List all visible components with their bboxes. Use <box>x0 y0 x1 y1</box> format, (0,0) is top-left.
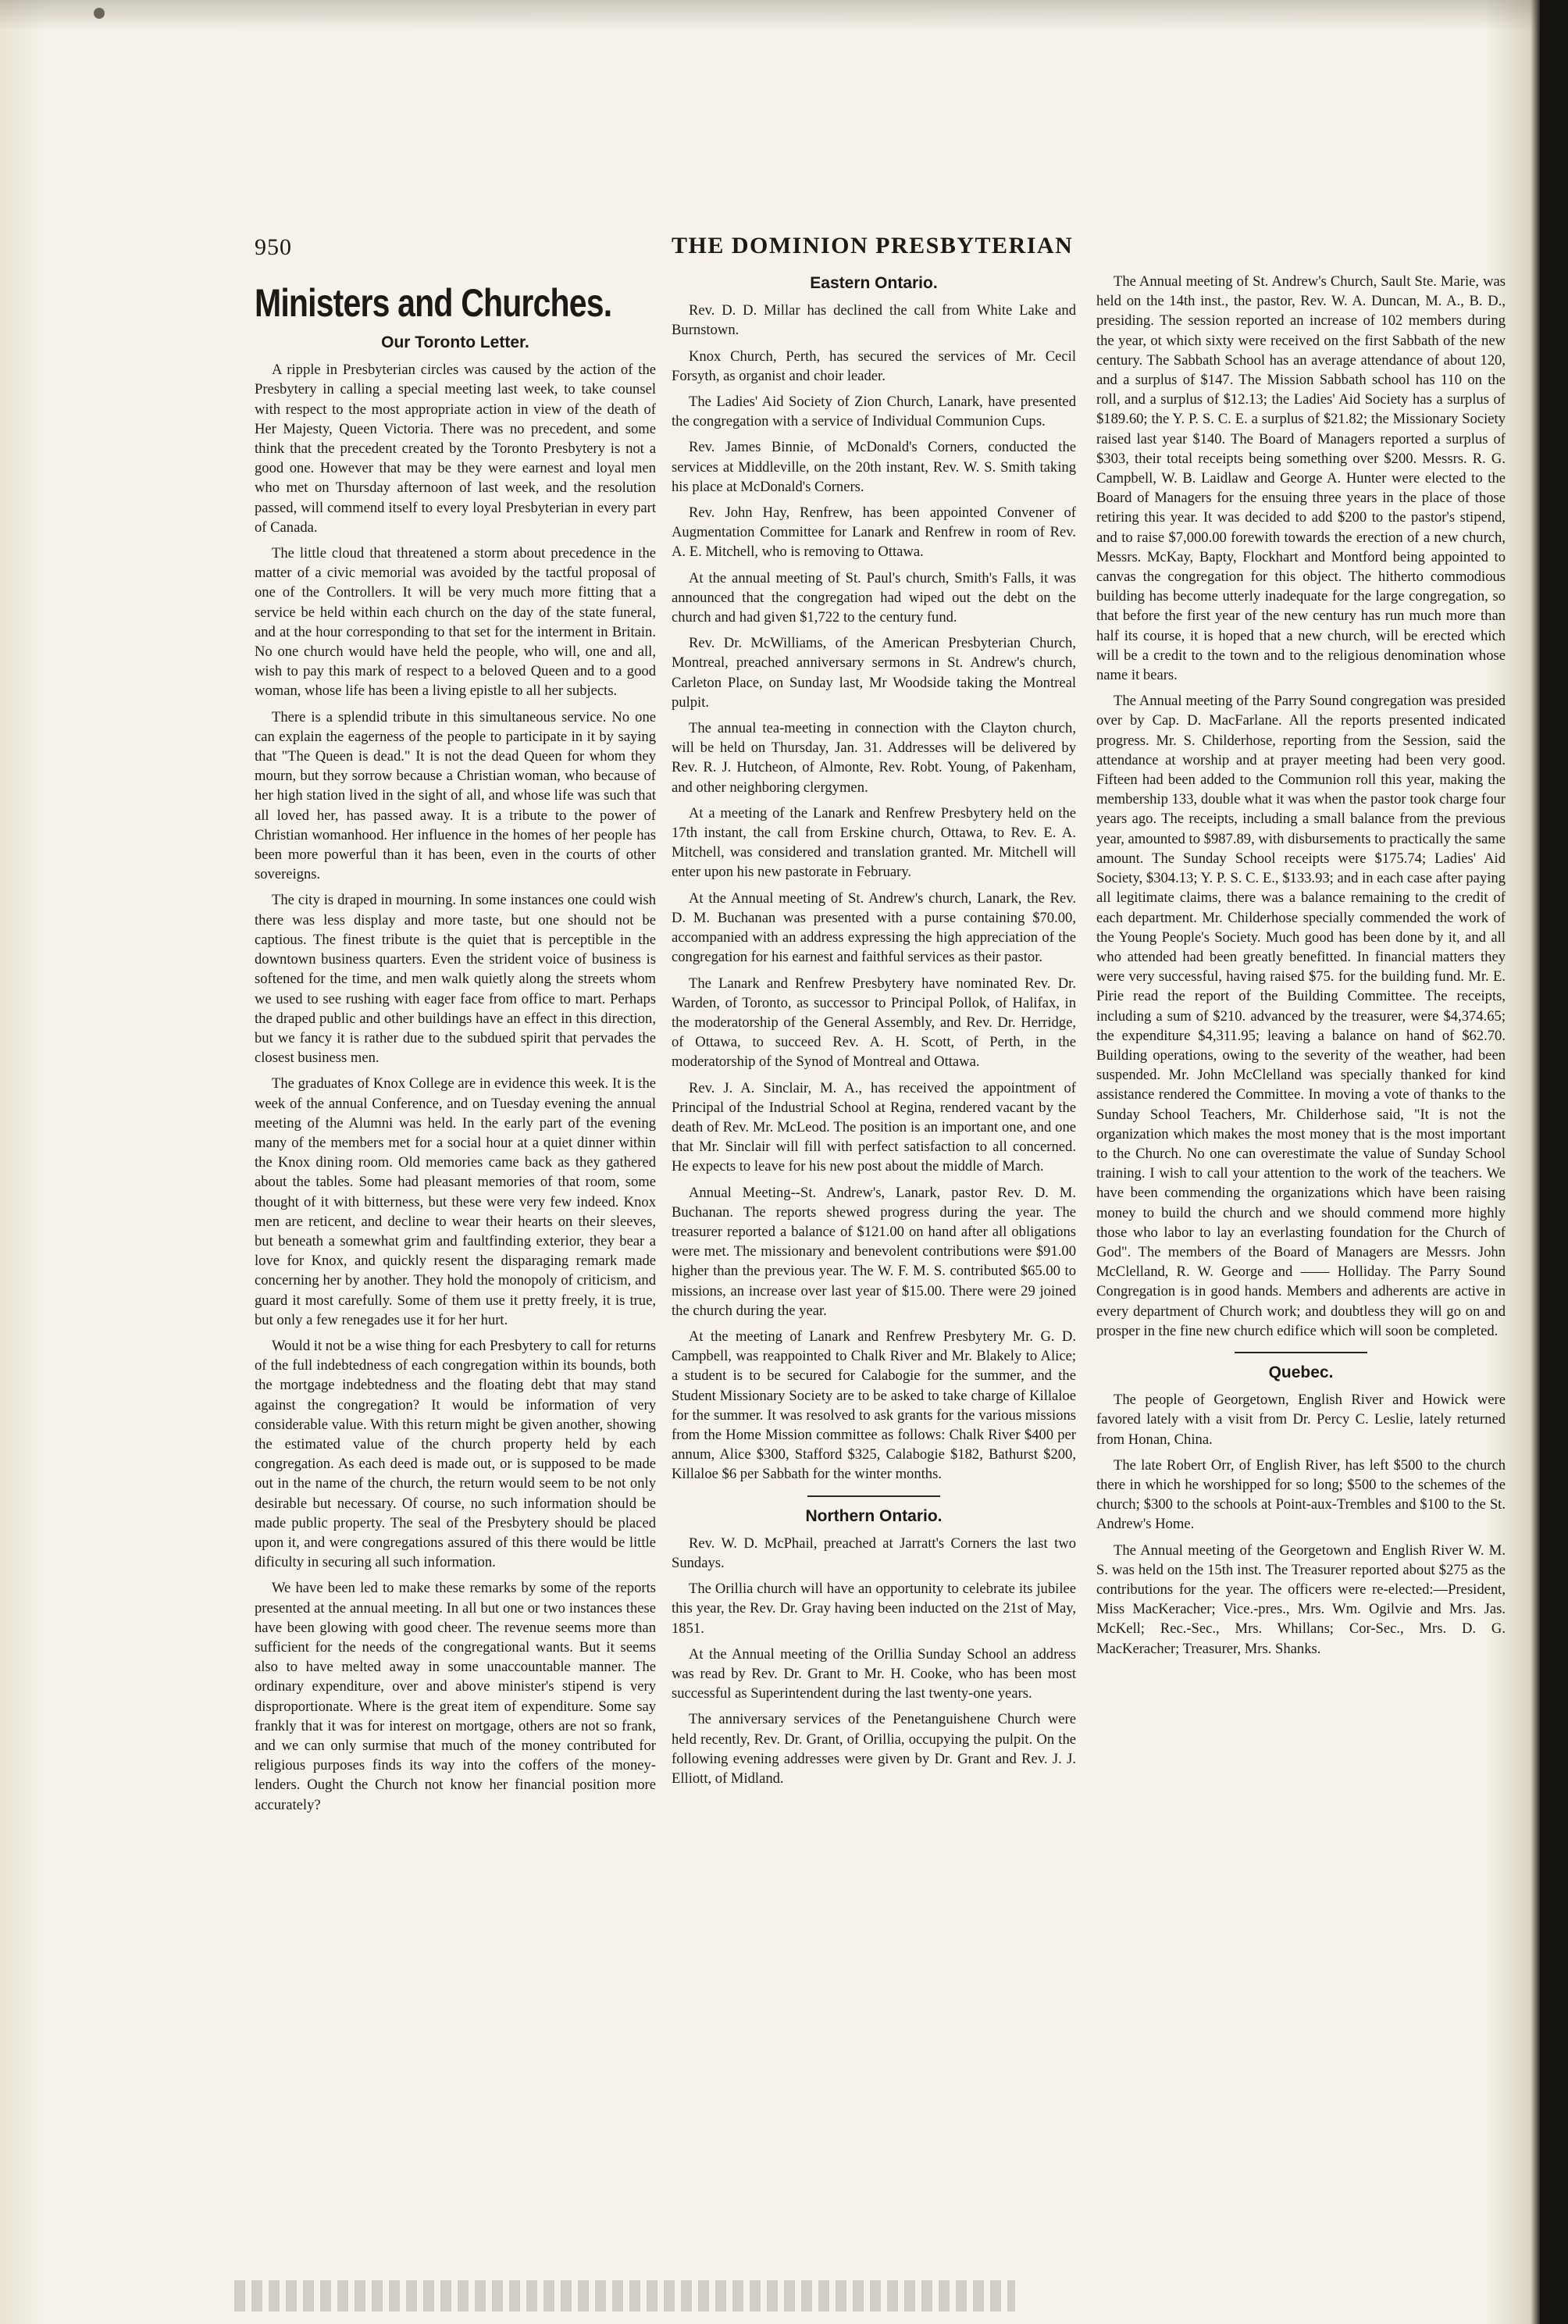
column-right <box>1096 272 1506 1665</box>
northern-ontario-body <box>672 1534 1076 1788</box>
paragraph: The Ladies' Aid Society of Zion Church, Lanark, have presented the congregation with a service of Individual Communion Cups. <box>672 394 1076 430</box>
paragraph: Would it not be a wise thing for each Presbytery to call for returns of the full indebtedness of each congregation within its bounds, both the mortgage indebtedness and the floating debt that may stand against the congregation? It would be information of very considerable value. With this return might be given another, showing the estimated value of the church property held by each congregation. As each deed is made out, or is supposed to be made out in the name of the church, the return would seem to be not only desirable but necessary. Of course, no such information should be made public property. The seal of the Presbytery should be placed upon it, and were congregations assured of this there would be little dificulty in securing all such information. <box>255 1337 656 1571</box>
scan-speck <box>94 8 105 19</box>
paragraph: The people of Georgetown, English River and Howick were favored lately with a visit from Dr. Percy C. Leslie, lately returned from Honan, China. <box>1096 1392 1506 1448</box>
bleed-through-marks <box>234 2280 1015 2312</box>
paragraph: At the annual meeting of St. Paul's church, Smith's Falls, it was announced that the congregation had wiped out the debt on the church and had given $1,722 to the century fund. <box>672 569 1076 626</box>
paragraph: At a meeting of the Lanark and Renfrew Presbytery held on the 17th instant, the call from Erskine church, Ottawa, to Rev. E. A. Mitchell, was considered and translation granted. Mr. Mitchell will enter upon his new pastorate in February. <box>672 804 1076 881</box>
paragraph: Rev. John Hay, Renfrew, has been appointed Convener of Augmentation Committee for Lanark and Renfrew in room of Rev. A. E. Mitchell, who is removing to Ottawa. <box>672 504 1076 561</box>
paragraph: The city is draped in mourning. In some instances one could wish there was less display and more taste, but one should not be captious. The finest tribute is the quiet that is perceptible in the downtown business quarters. Even the strident voice of business is softened for the time, and men walk quietly along the streets whom we used to see rushing with eager face from office to mart. Perhaps the draped public and other buildings have an effect in this direction, but we fancy it is rather due to the subdued spirit that pervades the closest business men. <box>255 892 656 1067</box>
paragraph: Annual Meeting--St. Andrew's, Lanark, pastor Rev. D. M. Buchanan. The reports shewed progress during the year. The treasurer reported a balance of $121.00 on hand after all obligations were met. The missionary and benevolent contributions were $91.00 higher than the previous year. The W. F. M. S. contributed $65.00 to missions, an increase over last year of $15.00. There were 29 joined the church during the year. <box>672 1184 1076 1319</box>
paragraph: A ripple in Presbyterian circles was caused by the action of the Presbytery in calling a special meeting last week, to take counsel with respect to the most appropriate action in view of the death of Her Majesty, Queen Victoria. There was no precedent, and some think that the precedent created by the Toronto Presbytery is not a good one. However that may be they were earnest and loyal men who met on Thursday afternoon of last week, and the resolution passed, will commend itself to every loyal Presbyterian in every part of Canada. <box>255 362 656 536</box>
paragraph: The graduates of Knox College are in evidence this week. It is the week of the annual Conference, and on Tuesday evening the annual meeting of the Alumni was held. In the early part of the evening many of the members met for a social hour at a quiet dinner within the Knox dining room. Old memories came back as they gathered about the tables. Some had pleasant memories of that room, some thought of it with bitterness, but these were very few indeed. Knox men are reticent, and decline to wear their hearts on their sleeves, but beneath a somewhat grim and faultfinding exterior, they bear a love for Knox, and quickly resent the disparaging remark made concerning her by another. They hold the monopoly of criticism, and guard it most carefully. Some of them use it pretty freely, it is true, but only a few renegades use it for her hurt. <box>255 1075 656 1328</box>
paragraph: The Orillia church will have an opportunity to celebrate its jubilee this year, the Rev. Dr. Gray having been inducted on the 21st of May, 1851. <box>672 1581 1076 1637</box>
paragraph: The anniversary services of the Penetanguishene Church were held recently, Rev. Dr. Grant, of Orillia, occupying the pulpit. On the following evening addresses were given by Dr. Grant and Rev. J. J. Elliott, of Midland. <box>672 1711 1076 1788</box>
paragraph: Rev. D. D. Millar has declined the call from White Lake and Burnstown. <box>672 302 1076 339</box>
paragraph: The Annual meeting of St. Andrew's Church, Sault Ste. Marie, was held on the 14th inst., the pastor, Rev. W. A. Duncan, M. A., B. D., presiding. The session reported an increase of 102 members during the year, ot which sixty were received on the first Sabbath of the new century. The Sabbath School has an average attendance of about 120, and a surplus of $147. The Mission Sabbath school has 110 on the roll, and a surplus of $12.13; the Ladies' Aid Society has a surplus of $189.60; the Y. P. S. C. E. a surplus of $21.82; the Missionary Society raised last year $140. The Board of Managers reported a surplus of $303, their total receipts being something over $200. Messrs. R. G. Campbell, W. B. Laidlaw and George A. Hunter were elected to the Board of Managers for the ensuing three years in the place of those retiring this year. It was decided to add $200 to the pastor's stipend, and to raise $7,000.00 forewith towards the erection of a new church, Messrs. McKay, Bapty, Flockhart and Montford being appointed to canvas the congregation for this object. The hitherto commodious building has become utterly inadequate for the large congregation, so that before the first year of the new century has run much more than half its course, it is hoped that a new church, will be erected which will be a credit to the town and to the religious denomination whose name it bears. <box>1096 273 1506 684</box>
paragraph: The Lanark and Renfrew Presbytery have nominated Rev. Dr. Warden, of Toronto, as successor to Principal Pollok, of Halifax, in the moderatorship of the General Assembly, and Rev. Dr. Herridge, of Ottawa, to succeed Rev. A. H. Scott, of Perth, in the moderatorship of the Synod of Montreal and Ottawa. <box>672 975 1076 1071</box>
page-top-shadow <box>0 0 1540 31</box>
section-heading-ministers: Ministers and Churches. <box>255 281 612 325</box>
newspaper-title: THE DOMINION PRESBYTERIAN <box>672 233 1074 258</box>
paragraph: The late Robert Orr, of English River, has left $500 to the church there in which he worshipped for so long; $500 to the schemes of the church; $300 to the schools at Point-aux-Trembles and $100 to the St. Andrew's Home. <box>1096 1456 1506 1533</box>
paragraph: There is a splendid tribute in this simultaneous service. No one can explain the eagerness of the people to participate in it by saying that "The Queen is dead." It is not the dead Queen for whom they mourn, but they sorrow because a Christian woman, who because of her high station lived in the sight of all, and whose life was such that all loved her, has passed away. It is a tribute to the power of Christian womanhood. Her influence in the homes of her people has been more powerful than it has been, even in the courts of other sovereigns. <box>255 708 656 883</box>
paragraph: We have been led to make these remarks by some of the reports presented at the annual meeting. In all but one or two instances these have been glowing with good cheer. The revenue seems more than sufficient for the needs of the congregational wants. But it seems also to have melted away in some unaccountable manner. The ordinary expenditure, over and above minister's stipend is very disproportionate. Where is the great item of expenditure. Some say frankly that it was for interest on mortgage, others are not so frank, and we can only surmise that much of the money contributed for religious purposes finds its way into the coffers of the money-lenders. Ought the Church not know her financial position more accurately? <box>255 1580 656 1813</box>
paragraph: Rev. James Binnie, of McDonald's Corners, conducted the services at Middleville, on the 20th instant, Rev. W. S. Smith taking his place at McDonald's Corners. <box>672 439 1076 495</box>
toronto-letter-body <box>255 360 656 1815</box>
column-middle <box>672 272 1076 1795</box>
paragraph: At the Annual meeting of the Orillia Sunday School an address was read by Rev. Dr. Grant to Mr. H. Cooke, who has been most successful as Superintendent during the last twenty-one years. <box>672 1645 1076 1702</box>
eastern-ontario-body <box>672 301 1076 1484</box>
scan-right-edge <box>1540 0 1568 2324</box>
heading-eastern-ontario: Eastern Ontario. <box>810 274 938 292</box>
paragraph: At the meeting of Lanark and Renfrew Presbytery Mr. G. D. Campbell, was reappointed to Chalk River and Mr. Blakely to Alice; a student is to be secured for Calabogie for the summer, and the Student Missionary Society are to be asked to take charge of Killaloe for the summer. It was resolved to ask grants for the various missions from the Home Mission committee as follows: Chalk River $400 per annum, Alice $300, Stafford $325, Calabogie $182, Bathurst $200, Killaloe $6 per Sabbath for the winter months. <box>672 1328 1076 1483</box>
column-left <box>255 281 656 1821</box>
section-divider <box>807 1495 940 1497</box>
paragraph: Rev. J. A. Sinclair, M. A., has received the appointment of Principal of the Industrial School at Regina, rendered vacant by the death of Rev. Mr. McLeod. The position is an important one, and one that Mr. Sinclair will fill with perfect satisfaction to all concerned. He expects to leave for his new post about the middle of March. <box>672 1079 1076 1175</box>
paragraph: Rev. Dr. McWilliams, of the American Presbyterian Church, Montreal, preached anniversary sermons in St. Andrew's church, Carleton Place, on Sunday last, Mr Woodside taking the Montreal pulpit. <box>672 635 1076 711</box>
paragraph: At the Annual meeting of St. Andrew's church, Lanark, the Rev. D. M. Buchanan was presented with a purse containing $70.00, accompanied with an address expressing the high appreciation of the congregation for his earnest and faithful services as their pastor. <box>672 889 1076 966</box>
section-divider <box>1235 1352 1367 1353</box>
subheading-toronto-letter: Our Toronto Letter. <box>381 333 529 351</box>
paragraph: The Annual meeting of the Parry Sound congregation was presided over by Cap. D. MacFarlane. All the reports presented indicated progress. Mr. S. Childerhose, reporting from the Session, said the attendance at worship and at prayer meeting had been very good. Fifteen had been added to the Communion roll this year, making the membership 133, double what it was when the pastor took charge four years ago. The receipts, including a small balance from the previous year, amounted to $987.89, with disbursements to practically the same amount. The Sunday School receipts were $175.74; Ladies' Aid Society, $304.13; Y. P. S. C. E., $133.93; and in each case after paying all legitimate claims, there was a balance remaining to the credit of each department. Mr. Childerhose specially commended the work of the Young People's Society. Much good has been done by it, and all who attended had been greatly benefitted. In financial matters they were very successful, having raised $75. for the building fund. Mr. E. Pirie read the report of the Building Committee. The receipts, including a sum of $210. advanced by the treasurer, were $4,374.65; the expenditure $4,311.95; leaving a balance on hand of $62.70. Building operations, owing to the severity of the weather, had been suspended. Mr. John McClelland was specially thanked for kind assistance rendered the Committee. In moving a vote of thanks to the Sunday School Teachers, Mr. Childerhose said, "It is not the organization which makes the most money that is the most important to the Church. No one can overestimate the value of Sunday School training. I wish to call your attention to the work of the teachers. We have been commending the organizations which have been raising money to build the church and we should commend more highly those who labor to lay an everlasting foundation for the Church of God". The members of the Board of Managers are Messrs. John McClelland, R. W. George and —— Holliday. The Parry Sound Congregation is in good hands. Members and adherents are active in every department of Church work; and doubtless they will go on and prosper in the fine new church edifice which will soon be completed. <box>1096 693 1506 1339</box>
page-number: 950 <box>255 234 292 260</box>
paragraph: The little cloud that threatened a storm about precedence in the matter of a civic memorial was avoided by the tactful proposal of one of the Controllers. It will be very much more fitting that a service be held within each church on the day of the state funeral, and at the hour corresponding to that set for the interment in Britain. No one church would have held the people, who will, one and all, wish to pay this mark of respect to a beloved Queen and to a good woman, whose life has been a living epistle to all her subjects. <box>255 545 656 700</box>
ontario-reports-body <box>1096 272 1506 1341</box>
heading-northern-ontario: Northern Ontario. <box>805 1506 943 1525</box>
quebec-body <box>1096 1390 1506 1659</box>
paragraph: The Annual meeting of the Georgetown and English River W. M. S. was held on the 15th inst. The Treasurer reported about $275 as the contributions for the year. The officers were re-elected:—President, Miss MacKeracher; Vice.-pres., Mrs. Wm. Ogilvie and Mrs. Jas. McKell; Rec.-Sec., Mrs. Whillans; Cor-Sec., Mrs. D. G. MacKeracher; Treasurer, Mrs. Shanks. <box>1096 1542 1506 1657</box>
paragraph: Knox Church, Perth, has secured the services of Mr. Cecil Forsyth, as organist and choir leader. <box>672 348 1076 384</box>
paragraph: Rev. W. D. McPhail, preached at Jarratt's Corners the last two Sundays. <box>672 1534 1076 1571</box>
paragraph: The annual tea-meeting in connection with the Clayton church, will be held on Thursday, Jan. 31. Addresses will be delivered by Rev. R. J. Hutcheon, of Almonte, Rev. Robt. Young, of Pakenham, and other neighboring clergymen. <box>672 720 1076 796</box>
heading-quebec: Quebec. <box>1268 1363 1334 1381</box>
